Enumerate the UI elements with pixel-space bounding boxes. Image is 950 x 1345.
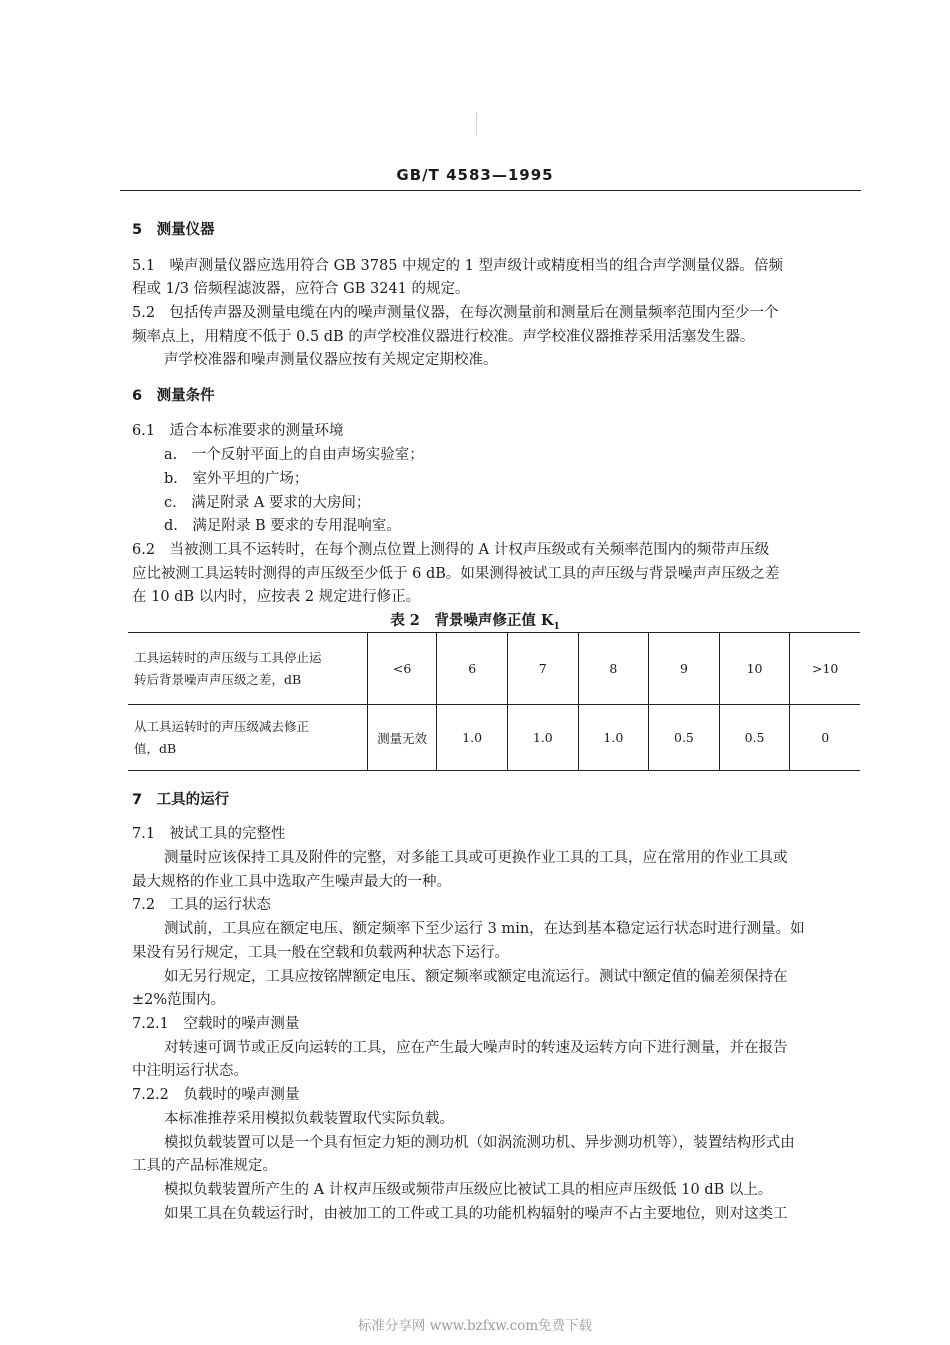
para-7-2-2-title: 7.2.2 负载时的噪声测量 [132, 1087, 300, 1103]
para-7-2-1-line1: 对转速可调节或正反向运转的工具，应在产生最大噪声时的转速及运转方向下进行测量，并在报告 [164, 1040, 788, 1056]
para-7-1-line2: 最大规格的作业工具中选取产生噪声最大的一种。 [132, 874, 451, 890]
para-7-2-2-line2: 模拟负载装置可以是一个具有恒定力矩的测功机（如涡流测功机、异步测功机等），装置结构形式由 [164, 1135, 795, 1151]
para-7-2-1-line2: 中注明运行状态。 [132, 1063, 248, 1079]
para-7-2-1-title: 7.2.1 空载时的噪声测量 [132, 1016, 300, 1032]
table-cell: 0.5 [649, 705, 720, 771]
para-7-2-line2: 果没有另行规定，工具一般在空载和负载两种状态下运行。 [132, 945, 509, 961]
list-item-d: d. 满足附录 B 要求的专用混响室。 [164, 518, 401, 534]
page-header: GB/T 4583—1995 [396, 166, 554, 184]
para-6-2-line1: 6.2 当被测工具不运转时，在每个测点位置上测得的 A 计权声压级或有关频率范围内的频带声压级 [132, 542, 770, 558]
para-6-1-title: 6.1 适合本标准要求的测量环境 [132, 423, 344, 439]
para-5-2-line1: 5.2 包括传声器及测量电缆在内的噪声测量仪器，在每次测量前和测量后在测量频率范围内至少一个 [132, 305, 779, 321]
section-7-title: 7 工具的运行 [132, 792, 230, 808]
row1-header-line1: 工具运转时的声压级与工具停止运 [134, 649, 322, 665]
para-6-2-line3: 在 10 dB 以内时，应按表 2 规定进行修正。 [132, 589, 421, 605]
para-7-2-2-line4: 模拟负载装置所产生的 A 计权声压级或频带声压级应比被试工具的相应声压级低 10 dB 以上。 [164, 1182, 773, 1198]
table-2-caption-text: 表 2 背景噪声修正值 K [390, 612, 554, 629]
table-cell: 10 [719, 633, 790, 705]
table-2-caption [0, 609, 950, 632]
row2-header-line1: 从工具运转时的声压级减去修正 [134, 718, 310, 734]
para-7-2-line1: 测试前，工具应在额定电压、额定频率下至少运行 3 min，在达到基本稳定运行状态时进行测量。如 [164, 921, 805, 937]
row2-header-line2: 值，dB [134, 740, 177, 756]
table-row [128, 633, 860, 705]
para-7-2-title: 7.2 工具的运行状态 [132, 897, 272, 913]
para-7-2-line4: ±2%范围内。 [132, 992, 226, 1008]
table-cell: 1.0 [437, 705, 508, 771]
table-cell: 8 [578, 633, 649, 705]
para-5-2-line3: 声学校准器和噪声测量仪器应按有关规定定期校准。 [164, 352, 498, 368]
row1-header [128, 633, 367, 705]
para-5-2-line2: 频率点上，用精度不低于 0.5 dB 的声学校准仪器进行校准。声学校准仪器推荐采用活塞发生器。 [132, 329, 755, 345]
table-cell: 0.5 [719, 705, 790, 771]
row2-header [128, 705, 367, 771]
para-5-1-line2: 程或 1/3 倍频程滤波器，应符合 GB 3241 的规定。 [132, 281, 470, 297]
table-cell: >10 [790, 633, 860, 705]
section-6-title: 6 测量条件 [132, 388, 215, 404]
list-item-b: b. 室外平坦的广场； [164, 471, 309, 487]
list-item-a: a. 一个反射平面上的自由声场实验室； [164, 447, 424, 463]
table-cell: 1.0 [578, 705, 649, 771]
para-6-2-line2: 应比被测工具运转时测得的声压级至少低于 6 dB。如果测得被试工具的声压级与背景噪声声压级之差 [132, 566, 780, 582]
table-row [128, 705, 860, 771]
para-7-2-line3: 如无另行规定，工具应按铭牌额定电压、额定频率或额定电流运行。测试中额定值的偏差须保持在 [164, 969, 788, 985]
scan-mark [476, 112, 478, 136]
table-cell: 7 [507, 633, 578, 705]
list-item-c: c. 满足附录 A 要求的大房间； [164, 495, 371, 511]
table-cell: 9 [649, 633, 720, 705]
background-noise-correction-table [128, 632, 860, 771]
table-cell: 6 [437, 633, 508, 705]
table-cell: 1.0 [507, 705, 578, 771]
para-7-2-2-line1: 本标准推荐采用模拟负载装置取代实际负载。 [164, 1111, 454, 1127]
para-7-2-2-line3: 工具的产品标准规定。 [132, 1158, 277, 1174]
section-5-title: 5 测量仪器 [132, 222, 215, 238]
table-2-caption-subscript: 1 [553, 621, 560, 632]
table-cell: <6 [367, 633, 437, 705]
table-cell: 测量无效 [367, 705, 437, 771]
watermark-footer: 标准分享网 www.bzfxw.com免费下载 [357, 1318, 593, 1334]
row1-header-line2: 转后背景噪声声压级之差，dB [134, 671, 302, 687]
para-7-1-title: 7.1 被试工具的完整性 [132, 826, 286, 842]
table-cell: 0 [790, 705, 860, 771]
para-5-1-line1: 5.1 噪声测量仪器应选用符合 GB 3785 中规定的 1 型声级计或精度相当的组合声学测量仪器。倍频 [132, 258, 783, 274]
para-7-1-line1: 测量时应该保持工具及附件的完整，对多能工具或可更换作业工具的工具，应在常用的作业工具或 [164, 850, 788, 866]
header-rule [120, 190, 861, 191]
para-7-2-2-line5: 如果工具在负载运行时，由被加工的工件或工具的功能机构辐射的噪声不占主要地位，则对这类工 [164, 1206, 788, 1222]
